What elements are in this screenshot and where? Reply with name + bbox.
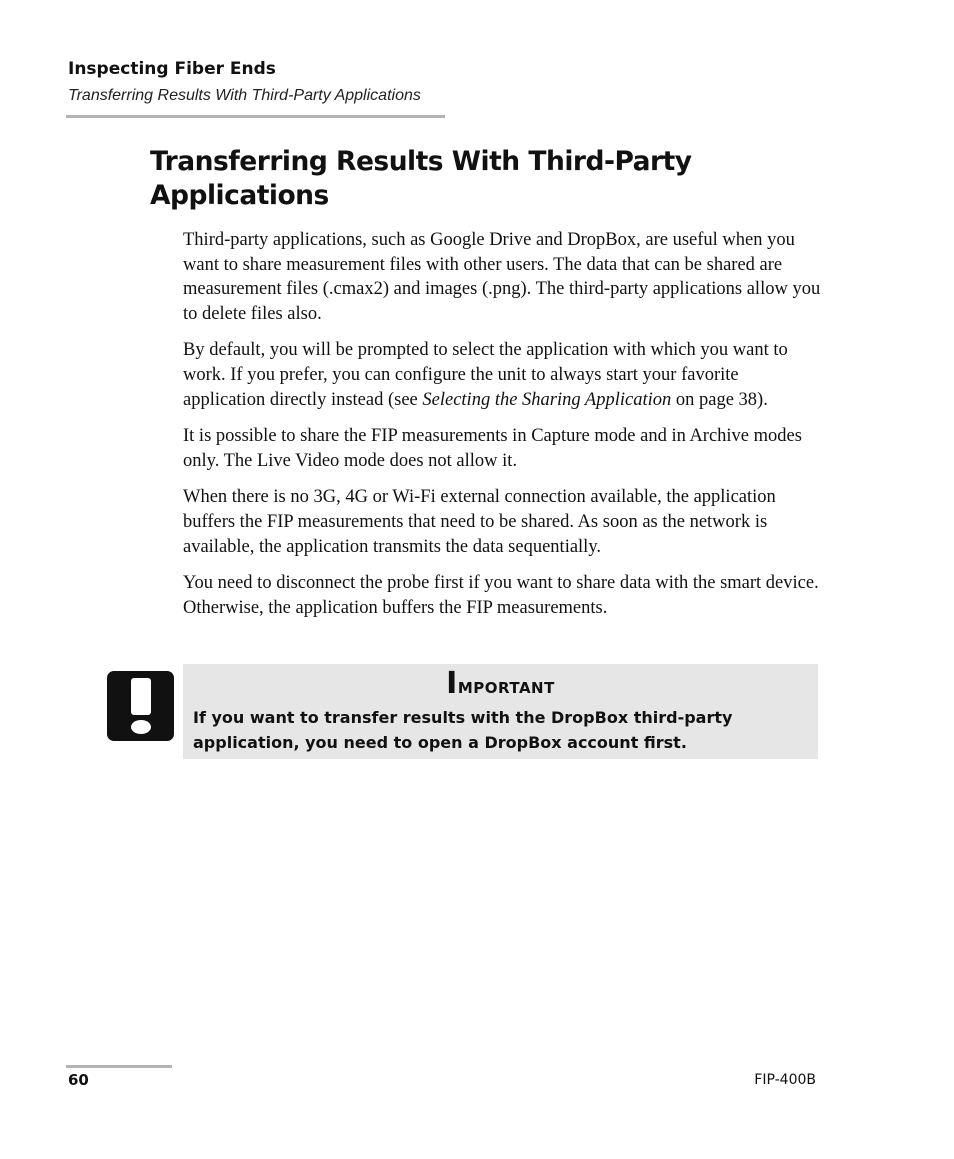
exclamation-dot: [131, 720, 151, 734]
exclamation-bar: [131, 678, 151, 715]
important-text: If you want to transfer results with the DropBox third-party application, you need to open a DropBox account first.: [193, 708, 733, 752]
product-name: FIP-400B: [754, 1072, 816, 1088]
page-number: 60: [68, 1071, 89, 1089]
paragraph-disconnect: You need to disconnect the probe first if you want to share data with the smart device. Otherwise, the application buffers the FIP measurements.: [183, 573, 819, 618]
exclamation-icon: [107, 671, 174, 741]
cross-reference-link[interactable]: Selecting the Sharing Application: [422, 389, 672, 410]
important-heading: Important: [446, 666, 555, 701]
section-title: Transferring Results With Third-Party Applications: [150, 146, 692, 211]
paragraph-default-app: [183, 338, 823, 412]
header-divider: [66, 115, 445, 118]
paragraph-default-app-after: on page 38).: [671, 389, 768, 410]
paragraph-modes: It is possible to share the FIP measurements in Capture mode and in Archive modes only. The Live Video mode does not allow it.: [183, 426, 802, 471]
running-header-section: Transferring Results With Third-Party Applications: [68, 87, 421, 104]
running-header-chapter: Inspecting Fiber Ends: [68, 59, 276, 79]
running-header: [68, 58, 445, 106]
body-text: [183, 228, 823, 632]
paragraph-default-app-before: By default, you will be prompted to select the application with which you want to work. If you prefer, you can configure the unit to always start your favorite application directly instead (see: [183, 340, 788, 410]
important-note: [183, 664, 818, 759]
paragraph-buffering: When there is no 3G, 4G or Wi-Fi external connection available, the application buffers the FIP measurements that need to be shared. As soon as the network is available, the application transmits the data sequentially.: [183, 487, 776, 557]
footer-divider: [66, 1065, 172, 1068]
paragraph-intro: Third-party applications, such as Google Drive and DropBox, are useful when you want to share measurement files with other users. The data that can be shared are measurement files (.cmax2) and images (.png). The third-party applications allow you to delete files also.: [183, 230, 821, 324]
